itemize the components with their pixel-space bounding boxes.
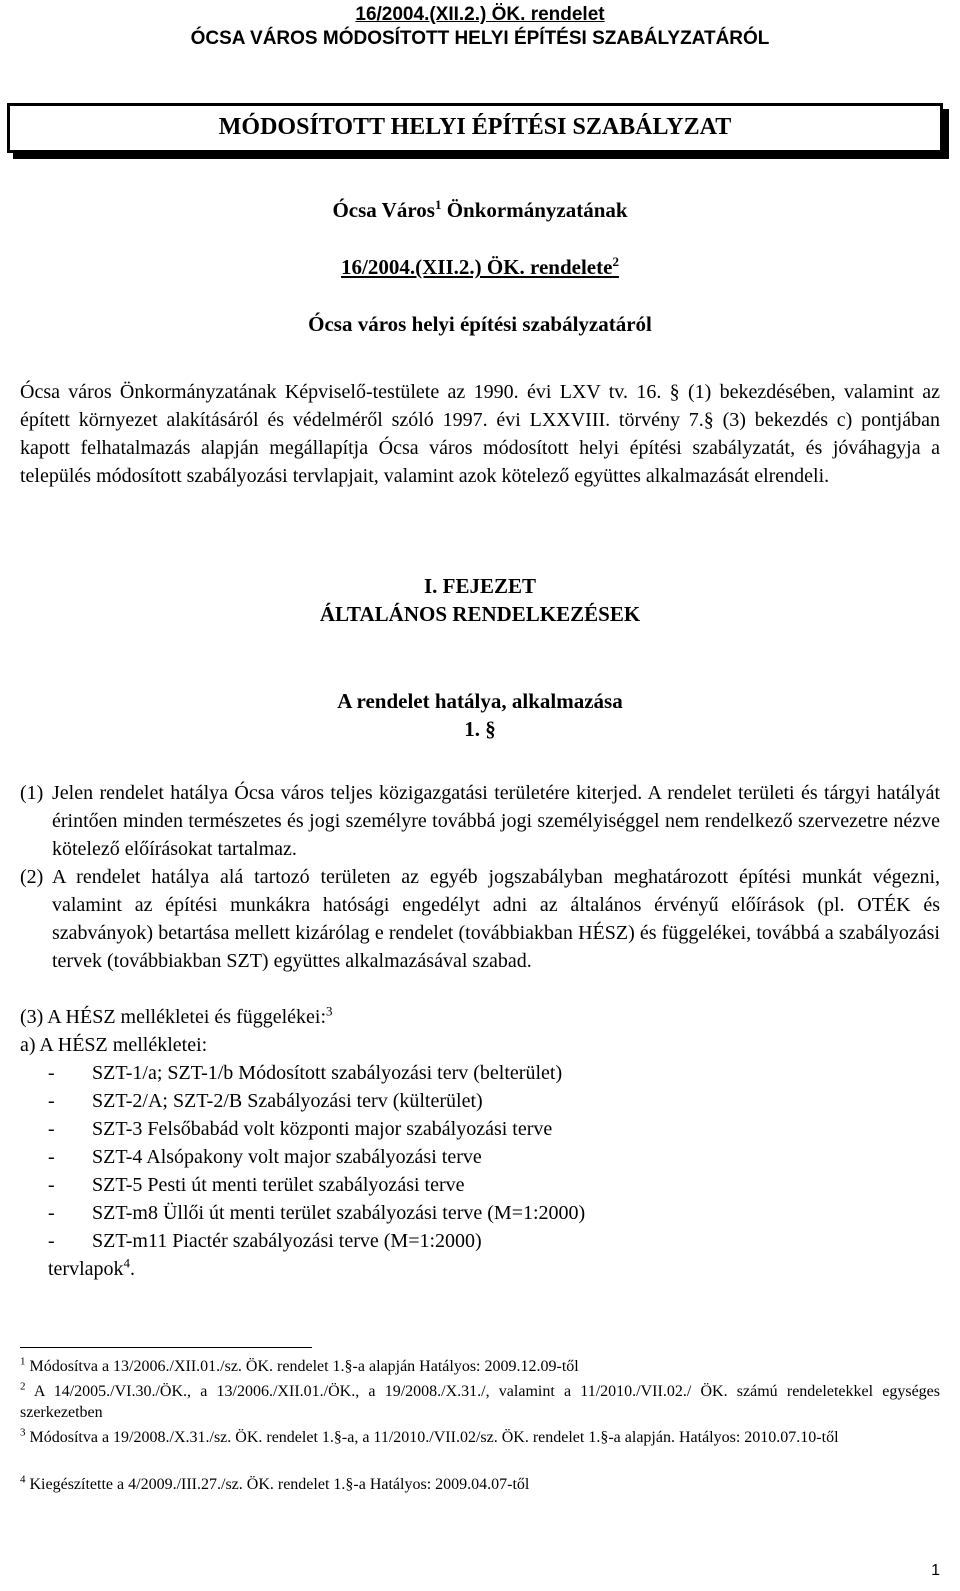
header-decree-number: 16/2004.(XII.2.) ÖK. rendelet xyxy=(355,4,605,25)
paragraph-3 xyxy=(20,1003,333,1031)
footnote-ref-4[interactable]: 4 xyxy=(123,1255,131,1271)
list-item: - SZT-4 Alsópakony volt major szabályozási terve xyxy=(48,1146,482,1168)
footnote-ref-3[interactable]: 3 xyxy=(326,1003,333,1019)
chapter-heading xyxy=(0,572,960,628)
paragraph-3-text: (3) A HÉSZ mellékletei és függelékei: xyxy=(20,1006,327,1028)
list-item: - SZT-2/A; SZT-2/B Szabályozási terv (külterület) xyxy=(48,1090,483,1112)
list-item: - SZT-3 Felsőbabád volt központi major szabályozási terve xyxy=(48,1118,553,1140)
list-item: - SZT-1/a; SZT-1/b Módosított szabályozási terv (belterület) xyxy=(48,1062,563,1084)
decree-number: 16/2004.(XII.2.) ÖK. rendelete$^2$ xyxy=(341,254,619,279)
plans-tail: tervlapok$^4$. xyxy=(48,1255,136,1280)
chapter-title: ÁLTALÁNOS RENDELKEZÉSEK xyxy=(319,602,641,626)
preamble: Ócsa város Önkormányzatának Képviselő-testülete az 1990. évi LXV tv. 16. § (1) bekezdésében, valamint az épített környezet alakításáról és védelméről szóló 1997. évi LXXVIII. törvény 7.§ (3) bekezdés c) pontjában kapott felhatalmazás alapján megállapítja Ócsa város módosított helyi építési szabályzatát, és jóváhagyja a település módosított szabályozási tervlapjait, valamint azok kötelező együttes alkalmazását elrendeli. xyxy=(20,381,940,487)
chapter-number: I. FEJEZET xyxy=(423,574,537,598)
footnote-2: $^2$ A 14/2005./VI.30./ÖK., a 13/2006./XII.01./ÖK., a 19/2008./X.31./, valamint a 11/2010./VII.02./ ÖK. számú rendeletekkel egységes szerkezetben xyxy=(20,1380,940,1421)
paragraph-label: (2) xyxy=(20,866,44,888)
paragraph-label: (1) xyxy=(20,782,44,804)
issuer-rest: Önkormányzatának xyxy=(441,198,628,222)
section-title: A rendelet hatálya, alkalmazása xyxy=(337,689,623,713)
issuer-name: Ócsa Város xyxy=(332,198,435,222)
paragraph-text: A rendelet hatálya alá tartozó területen az egyéb jogszabályban meghatározott építési munkát végezni, valamint az építési munkákra hatósági engedélyt adni az általános érvényű előírások (pl. OTÉK és szabványok) betartása mellett kizárólag e rendelet (továbbiakban HÉSZ) és függelékei, továbbá a szabályozási tervek (továbbiakban SZT) együttes alkalmazásával szabad. xyxy=(52,866,940,972)
decree-heading xyxy=(0,255,960,280)
decree-subject: Ócsa város helyi építési szabályzatáról xyxy=(308,312,652,336)
footnote-1: $^1$ Módosítva a 13/2006./XII.01./sz. ÖK. rendelet 1.§-a alapján Hatályos: 2009.12.09-től xyxy=(20,1355,579,1375)
paragraph-1 xyxy=(20,779,940,863)
paragraph-text: Jelen rendelet hatálya Ócsa város teljes közigazgatási területére kiterjed. A rendelet területi és tárgyi hatályát érintően minden természetes és jogi személyre továbbá jogi személyiséggel nem rendelkező szervezetre nézve kötelező előírásokat tartalmaz. xyxy=(52,782,940,860)
list-item: - SZT-5 Pesti út menti terület szabályozási terve xyxy=(48,1174,465,1196)
header-title: ÓCSA VÁROS MÓDOSÍTOTT HELYI ÉPÍTÉSI SZABÁLYZATÁRÓL xyxy=(190,28,770,49)
footnote-ref-2[interactable]: 2 xyxy=(612,254,619,269)
paragraph-2 xyxy=(20,863,940,975)
list-item: - SZT-m11 Piactér szabályozási terve (M=1:2000) xyxy=(48,1230,482,1252)
footnote-4: $^4$ Kiegészítette a 4/2009./III.27./sz. ÖK. rendelet 1.§-a Hatályos: 2009.04.07-től xyxy=(20,1473,530,1493)
footnote-3: $^3$ Módosítva a 19/2008./X.31./sz. ÖK. rendelet 1.§-a, a 11/2010./VII.02/sz. ÖK. rendelet 1.§-a alapján. Hatályos: 2010.07.10-től xyxy=(20,1426,839,1446)
footnote-separator xyxy=(20,1347,312,1348)
list-item: - SZT-m8 Üllői út menti terület szabályozási terve (M=1:2000) xyxy=(48,1202,586,1224)
issuer-heading xyxy=(0,198,960,223)
document-title: MÓDOSÍTOTT HELYI ÉPÍTÉSI SZABÁLYZAT xyxy=(218,114,732,140)
page-number: 1 xyxy=(931,1562,940,1579)
section-heading xyxy=(0,687,960,743)
title-box xyxy=(7,103,943,153)
footnote-ref-1[interactable]: 1 xyxy=(434,197,442,212)
section-number: 1. § xyxy=(464,717,496,741)
annex-list-heading: a) A HÉSZ mellékletei: xyxy=(20,1034,208,1056)
running-header xyxy=(0,3,960,51)
